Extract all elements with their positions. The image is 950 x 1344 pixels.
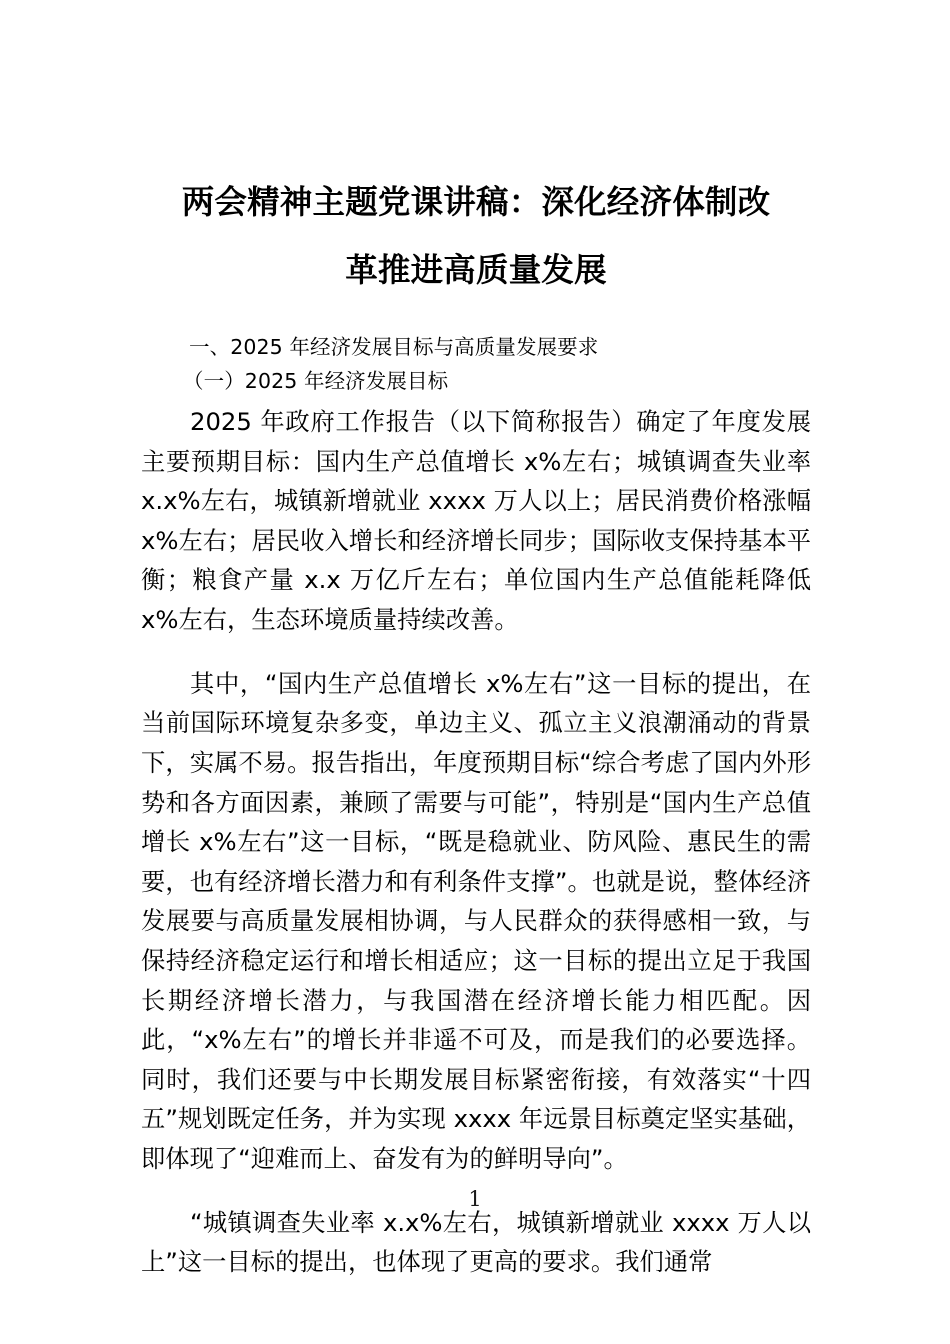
document-title (141, 168, 811, 304)
document-body (141, 330, 811, 1306)
footer-page-number: 1 (468, 1187, 482, 1211)
document-title-line-2: 革推进高质量发展 (345, 251, 607, 289)
body-paragraph-3: “城镇调查失业率 x.x%左右，城镇新增就业 xxxx 万人以上”这一目标的提出，也体现了更高的要求。我们通常 (141, 1207, 811, 1277)
document-title-line-1: 两会精神主题党课讲稿：深化经济体制改 (181, 183, 771, 221)
section-heading-level-1: 一、2025 年经济发展目标与高质量发展要求 (189, 335, 599, 359)
body-paragraph-1: 2025 年政府工作报告（以下简称报告）确定了年度发展主要预期目标：国内生产总值增长 x%左右；城镇调查失业率 x.x%左右，城镇新增就业 xxxx 万人以上；居民消费价格涨幅 x%左右；居民收入增长和经济增长同步；国际收支保持基本平衡；粮食产量 x.x 万亿斤左右；单位国内生产总值能耗降低 x%左右，生态环境质量持续改善。 (141, 407, 811, 634)
section-heading-level-2: （一）2025 年经济发展目标 (183, 369, 449, 393)
body-paragraph-2: 其中，“国内生产总值增长 x%左右”这一目标的提出，在当前国际环境复杂多变，单边主义、孤立主义浪潮涌动的背景下，实属不易。报告指出，年度预期目标“综合考虑了国内外形势和各方面因素，兼顾了需要与可能”，特别是“国内生产总值增长 x%左右”这一目标，“既是稳就业、防风险、惠民生的需要，也有经济增长潜力和有利条件支撑”。也就是说，整体经济发展要与高质量发展相协调，与人民群众的获得感相一致，与保持经济稳定运行和增长相适应；这一目标的提出立足于我国长期经济增长潜力，与我国潜在经济增长能力相匹配。因此，“x%左右”的增长并非遥不可及，而是我们的必要选择。同时，我们还要与中长期发展目标紧密衔接，有效落实“十四五”规划既定任务，并为实现 xxxx 年远景目标奠定坚实基础，即体现了“迎难而上、奋发有为的鲜明导向”。 (141, 668, 811, 1173)
